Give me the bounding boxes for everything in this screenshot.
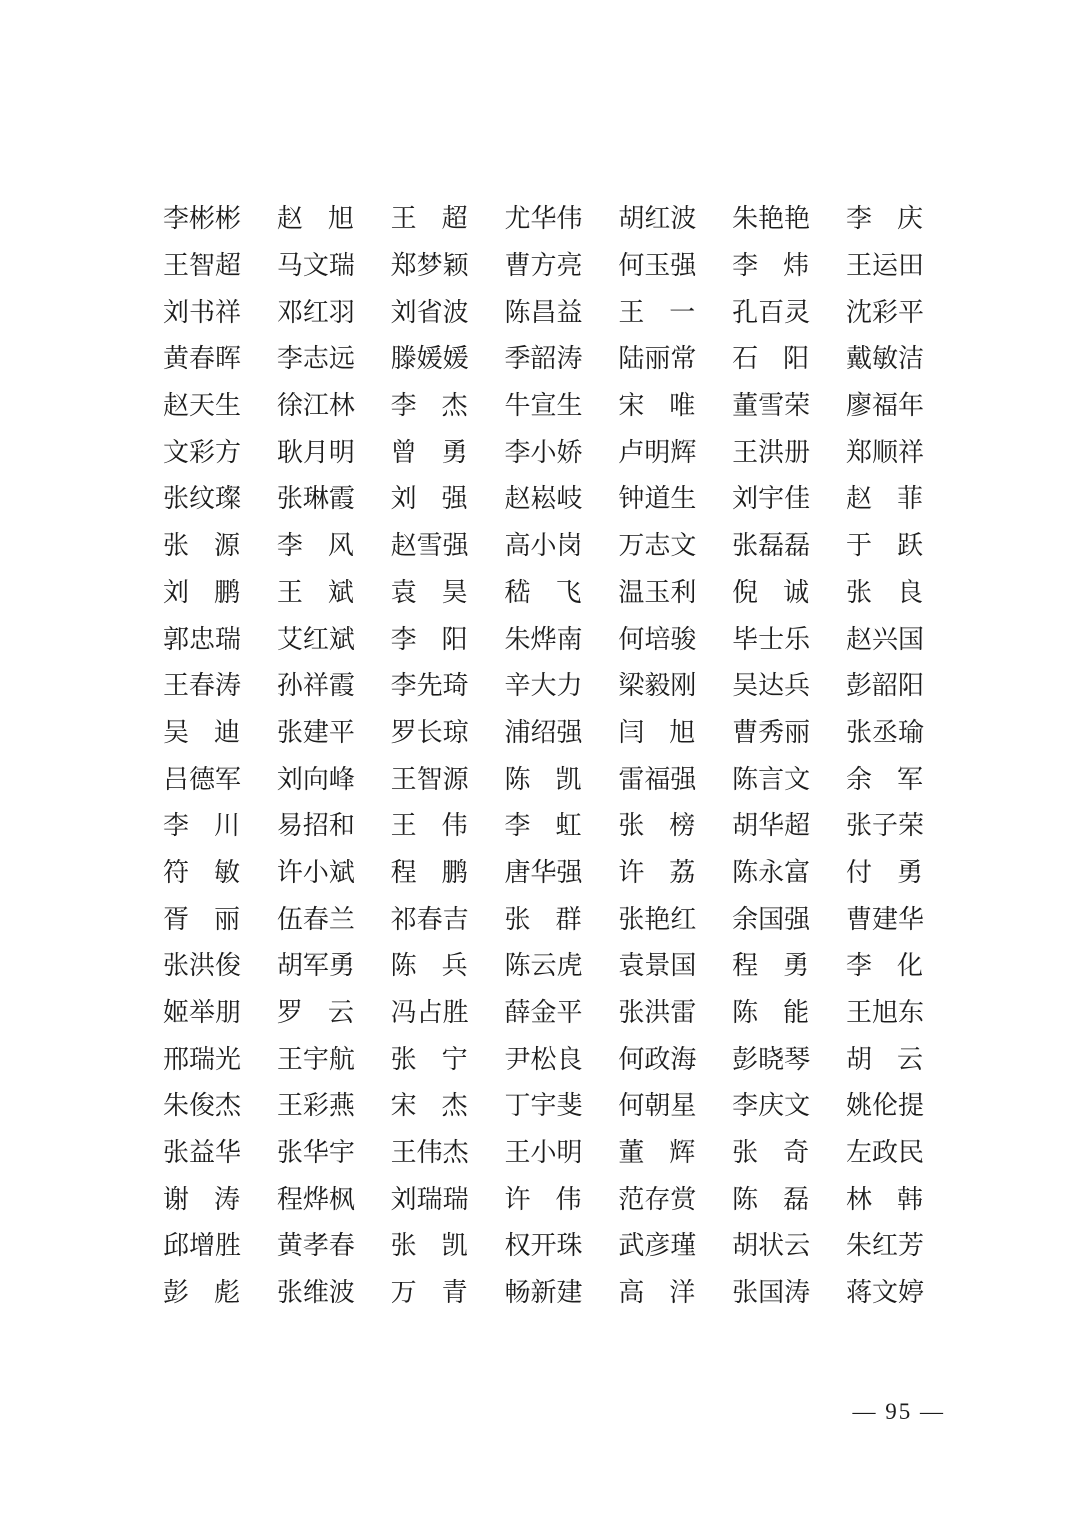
person-name: 王伟: [390, 811, 468, 841]
person-name: 陈磊: [732, 1184, 810, 1214]
person-name: 李化: [845, 951, 923, 981]
person-name: 张洪俊: [163, 951, 242, 981]
person-name: 吕德军: [163, 764, 242, 794]
person-name: 艾红斌: [276, 624, 355, 654]
person-name: 牛宣生: [504, 391, 583, 421]
person-name: 曹建华: [845, 904, 924, 934]
person-name: 宋杰: [390, 1091, 468, 1121]
person-name: 耿月明: [276, 437, 355, 467]
person-name: 王彩燕: [276, 1091, 355, 1121]
person-name: 罗长琼: [390, 717, 469, 747]
person-name: 张华宇: [276, 1138, 355, 1168]
person-name: 马文瑞: [276, 251, 355, 281]
person-name: 吴迪: [163, 717, 240, 747]
person-name: 林韩: [845, 1184, 923, 1214]
person-name: 李虹: [504, 811, 582, 841]
person-name: 赵兴国: [845, 624, 924, 654]
person-name: 陈凯: [504, 764, 582, 794]
person-name: 王一: [618, 297, 696, 327]
person-name: 李风: [276, 531, 354, 561]
person-name: 季韶涛: [504, 344, 583, 374]
person-name: 刘省波: [390, 297, 469, 327]
page-number: — 95 —: [852, 1399, 945, 1424]
person-name: 黄春晖: [163, 344, 242, 374]
person-name: 伍春兰: [276, 904, 355, 934]
name-row: [163, 1130, 923, 1177]
person-name: 许伟: [504, 1184, 582, 1214]
person-name: 赵天生: [163, 391, 242, 421]
name-row: [163, 196, 923, 243]
person-name: 李炜: [732, 251, 810, 281]
person-name: 赵菲: [845, 484, 923, 514]
person-name: 武彦瑾: [618, 1231, 697, 1261]
person-name: 文彩方: [163, 437, 242, 467]
person-name: 吴达兵: [732, 671, 811, 701]
person-name: 蒋文婷: [845, 1278, 924, 1308]
person-name: 祁春吉: [390, 904, 469, 934]
person-name: 李彬彬: [163, 204, 242, 234]
person-name: 张洪雷: [618, 998, 697, 1028]
name-row: [163, 663, 923, 710]
person-name: 卢明辉: [618, 437, 697, 467]
person-name: 何朝星: [618, 1091, 697, 1121]
name-roster-grid: [163, 196, 923, 1317]
person-name: 徐江林: [276, 391, 355, 421]
person-name: 张磊磊: [732, 531, 811, 561]
person-name: 曹方亮: [504, 251, 583, 281]
person-name: 谢涛: [163, 1184, 240, 1214]
person-name: 陈能: [732, 998, 810, 1028]
person-name: 滕媛媛: [390, 344, 469, 374]
person-name: 梁毅刚: [618, 671, 697, 701]
person-name: 黄孝春: [276, 1231, 355, 1261]
person-name: 胥丽: [163, 904, 240, 934]
name-row: [163, 756, 923, 803]
person-name: 张凯: [390, 1231, 468, 1261]
person-name: 刘向峰: [276, 764, 355, 794]
person-name: 刘书祥: [163, 297, 242, 327]
person-name: 范存赏: [618, 1184, 697, 1214]
person-name: 宋唯: [618, 391, 696, 421]
person-name: 闫旭: [618, 717, 696, 747]
person-name: 赵雪强: [390, 531, 469, 561]
person-name: 张群: [504, 904, 582, 934]
person-name: 李川: [163, 811, 240, 841]
person-name: 李先琦: [390, 671, 469, 701]
name-row: [163, 616, 923, 663]
person-name: 郑顺祥: [845, 437, 924, 467]
person-name: 丁宇斐: [504, 1091, 583, 1121]
name-row: [163, 896, 923, 943]
person-name: 浦绍强: [504, 717, 583, 747]
person-name: 罗云: [276, 998, 354, 1028]
person-name: 朱红芳: [845, 1231, 924, 1261]
name-row: [163, 289, 923, 336]
person-name: 李志远: [276, 344, 355, 374]
person-name: 王旭东: [845, 998, 924, 1028]
person-name: 符敏: [163, 857, 240, 887]
person-name: 张益华: [163, 1138, 242, 1168]
person-name: 曹秀丽: [732, 717, 811, 747]
person-name: 张艳红: [618, 904, 697, 934]
person-name: 王伟杰: [390, 1138, 469, 1168]
person-name: 孙祥霞: [276, 671, 355, 701]
page-footer: [0, 1396, 1080, 1428]
name-row: [163, 850, 923, 897]
name-row: [163, 803, 923, 850]
person-name: 胡华超: [732, 811, 811, 841]
person-name: 畅新建: [504, 1278, 583, 1308]
person-name: 何培骏: [618, 624, 697, 654]
person-name: 嵇飞: [504, 577, 582, 607]
person-name: 曾勇: [390, 437, 468, 467]
person-name: 陈云虎: [504, 951, 583, 981]
person-name: 王小明: [504, 1138, 583, 1168]
person-name: 张建平: [276, 717, 355, 747]
name-row: [163, 476, 923, 523]
person-name: 王超: [390, 204, 468, 234]
person-name: 沈彩平: [845, 297, 924, 327]
name-row: [163, 1270, 923, 1317]
person-name: 戴敏洁: [845, 344, 924, 374]
person-name: 陆丽常: [618, 344, 697, 374]
person-name: 石阳: [732, 344, 810, 374]
person-name: 许荔: [618, 857, 696, 887]
person-name: 彭韶阳: [845, 671, 924, 701]
person-name: 陈永富: [732, 857, 811, 887]
person-name: 程烨枫: [276, 1184, 355, 1214]
name-row: [163, 383, 923, 430]
person-name: 姬举朋: [163, 998, 242, 1028]
person-name: 彭晓琴: [732, 1044, 811, 1074]
person-name: 孔百灵: [732, 297, 811, 327]
person-name: 雷福强: [618, 764, 697, 794]
person-name: 张琳霞: [276, 484, 355, 514]
person-name: 于跃: [845, 531, 923, 561]
name-row: [163, 336, 923, 383]
name-row: [163, 1223, 923, 1270]
person-name: 郑梦颖: [390, 251, 469, 281]
person-name: 倪诚: [732, 577, 810, 607]
person-name: 姚伦提: [845, 1091, 924, 1121]
name-row: [163, 1083, 923, 1130]
name-row: [163, 243, 923, 290]
person-name: 刘宇佳: [732, 484, 811, 514]
person-name: 陈言文: [732, 764, 811, 794]
person-name: 权开珠: [504, 1231, 583, 1261]
person-name: 李小娇: [504, 437, 583, 467]
person-name: 左政民: [845, 1138, 924, 1168]
person-name: 郭忠瑞: [163, 624, 242, 654]
person-name: 董辉: [618, 1138, 696, 1168]
person-name: 李杰: [390, 391, 468, 421]
person-name: 刘强: [390, 484, 468, 514]
person-name: 陈昌益: [504, 297, 583, 327]
person-name: 张榜: [618, 811, 696, 841]
person-name: 冯占胜: [390, 998, 469, 1028]
name-row: [163, 523, 923, 570]
person-name: 朱烨南: [504, 624, 583, 654]
person-name: 张维波: [276, 1278, 355, 1308]
name-row: [163, 1176, 923, 1223]
person-name: 高洋: [618, 1278, 696, 1308]
person-name: 余国强: [732, 904, 811, 934]
person-name: 高小岗: [504, 531, 583, 561]
person-name: 袁景国: [618, 951, 697, 981]
person-name: 王洪册: [732, 437, 811, 467]
person-name: 万青: [390, 1278, 468, 1308]
person-name: 易招和: [276, 811, 355, 841]
person-name: 邱增胜: [163, 1231, 242, 1261]
person-name: 邓红羽: [276, 297, 355, 327]
person-name: 彭彪: [163, 1278, 240, 1308]
person-name: 唐华强: [504, 857, 583, 887]
person-name: 赵崧岐: [504, 484, 583, 514]
person-name: 王宇航: [276, 1044, 355, 1074]
person-name: 张良: [845, 577, 923, 607]
name-row: [163, 710, 923, 757]
name-row: [163, 1036, 923, 1083]
person-name: 胡军勇: [276, 951, 355, 981]
person-name: 王斌: [276, 577, 354, 607]
person-name: 刘瑞瑞: [390, 1184, 469, 1214]
person-name: 万志文: [618, 531, 697, 561]
person-name: 张纹璨: [163, 484, 242, 514]
person-name: 张丞瑜: [845, 717, 924, 747]
person-name: 程鹏: [390, 857, 468, 887]
person-name: 温玉利: [618, 577, 697, 607]
person-name: 尤华伟: [504, 204, 583, 234]
person-name: 朱艳艳: [732, 204, 811, 234]
person-name: 程勇: [732, 951, 810, 981]
person-name: 王运田: [845, 251, 924, 281]
person-name: 陈兵: [390, 951, 468, 981]
person-name: 许小斌: [276, 857, 355, 887]
person-name: 胡云: [845, 1044, 923, 1074]
person-name: 王春涛: [163, 671, 242, 701]
person-name: 毕士乐: [732, 624, 811, 654]
person-name: 付勇: [845, 857, 923, 887]
person-name: 张子荣: [845, 811, 924, 841]
person-name: 董雪荣: [732, 391, 811, 421]
person-name: 张国涛: [732, 1278, 811, 1308]
person-name: 何政海: [618, 1044, 697, 1074]
person-name: 何玉强: [618, 251, 697, 281]
person-name: 钟道生: [618, 484, 697, 514]
person-name: 张宁: [390, 1044, 468, 1074]
person-name: 王智源: [390, 764, 469, 794]
person-name: 朱俊杰: [163, 1091, 242, 1121]
name-row: [163, 429, 923, 476]
person-name: 李庆: [845, 204, 923, 234]
person-name: 张奇: [732, 1138, 810, 1168]
name-row: [163, 990, 923, 1037]
person-name: 辛大力: [504, 671, 583, 701]
person-name: 胡红波: [618, 204, 697, 234]
person-name: 胡状云: [732, 1231, 811, 1261]
name-row: [163, 943, 923, 990]
person-name: 刘鹏: [163, 577, 240, 607]
person-name: 尹松良: [504, 1044, 583, 1074]
person-name: 王智超: [163, 251, 242, 281]
name-row: [163, 570, 923, 617]
person-name: 廖福年: [845, 391, 924, 421]
person-name: 赵旭: [276, 204, 354, 234]
person-name: 李庆文: [732, 1091, 811, 1121]
person-name: 邢瑞光: [163, 1044, 242, 1074]
person-name: 张源: [163, 531, 240, 561]
person-name: 薛金平: [504, 998, 583, 1028]
person-name: 袁昊: [390, 577, 468, 607]
person-name: 余军: [845, 764, 923, 794]
person-name: 李阳: [390, 624, 468, 654]
